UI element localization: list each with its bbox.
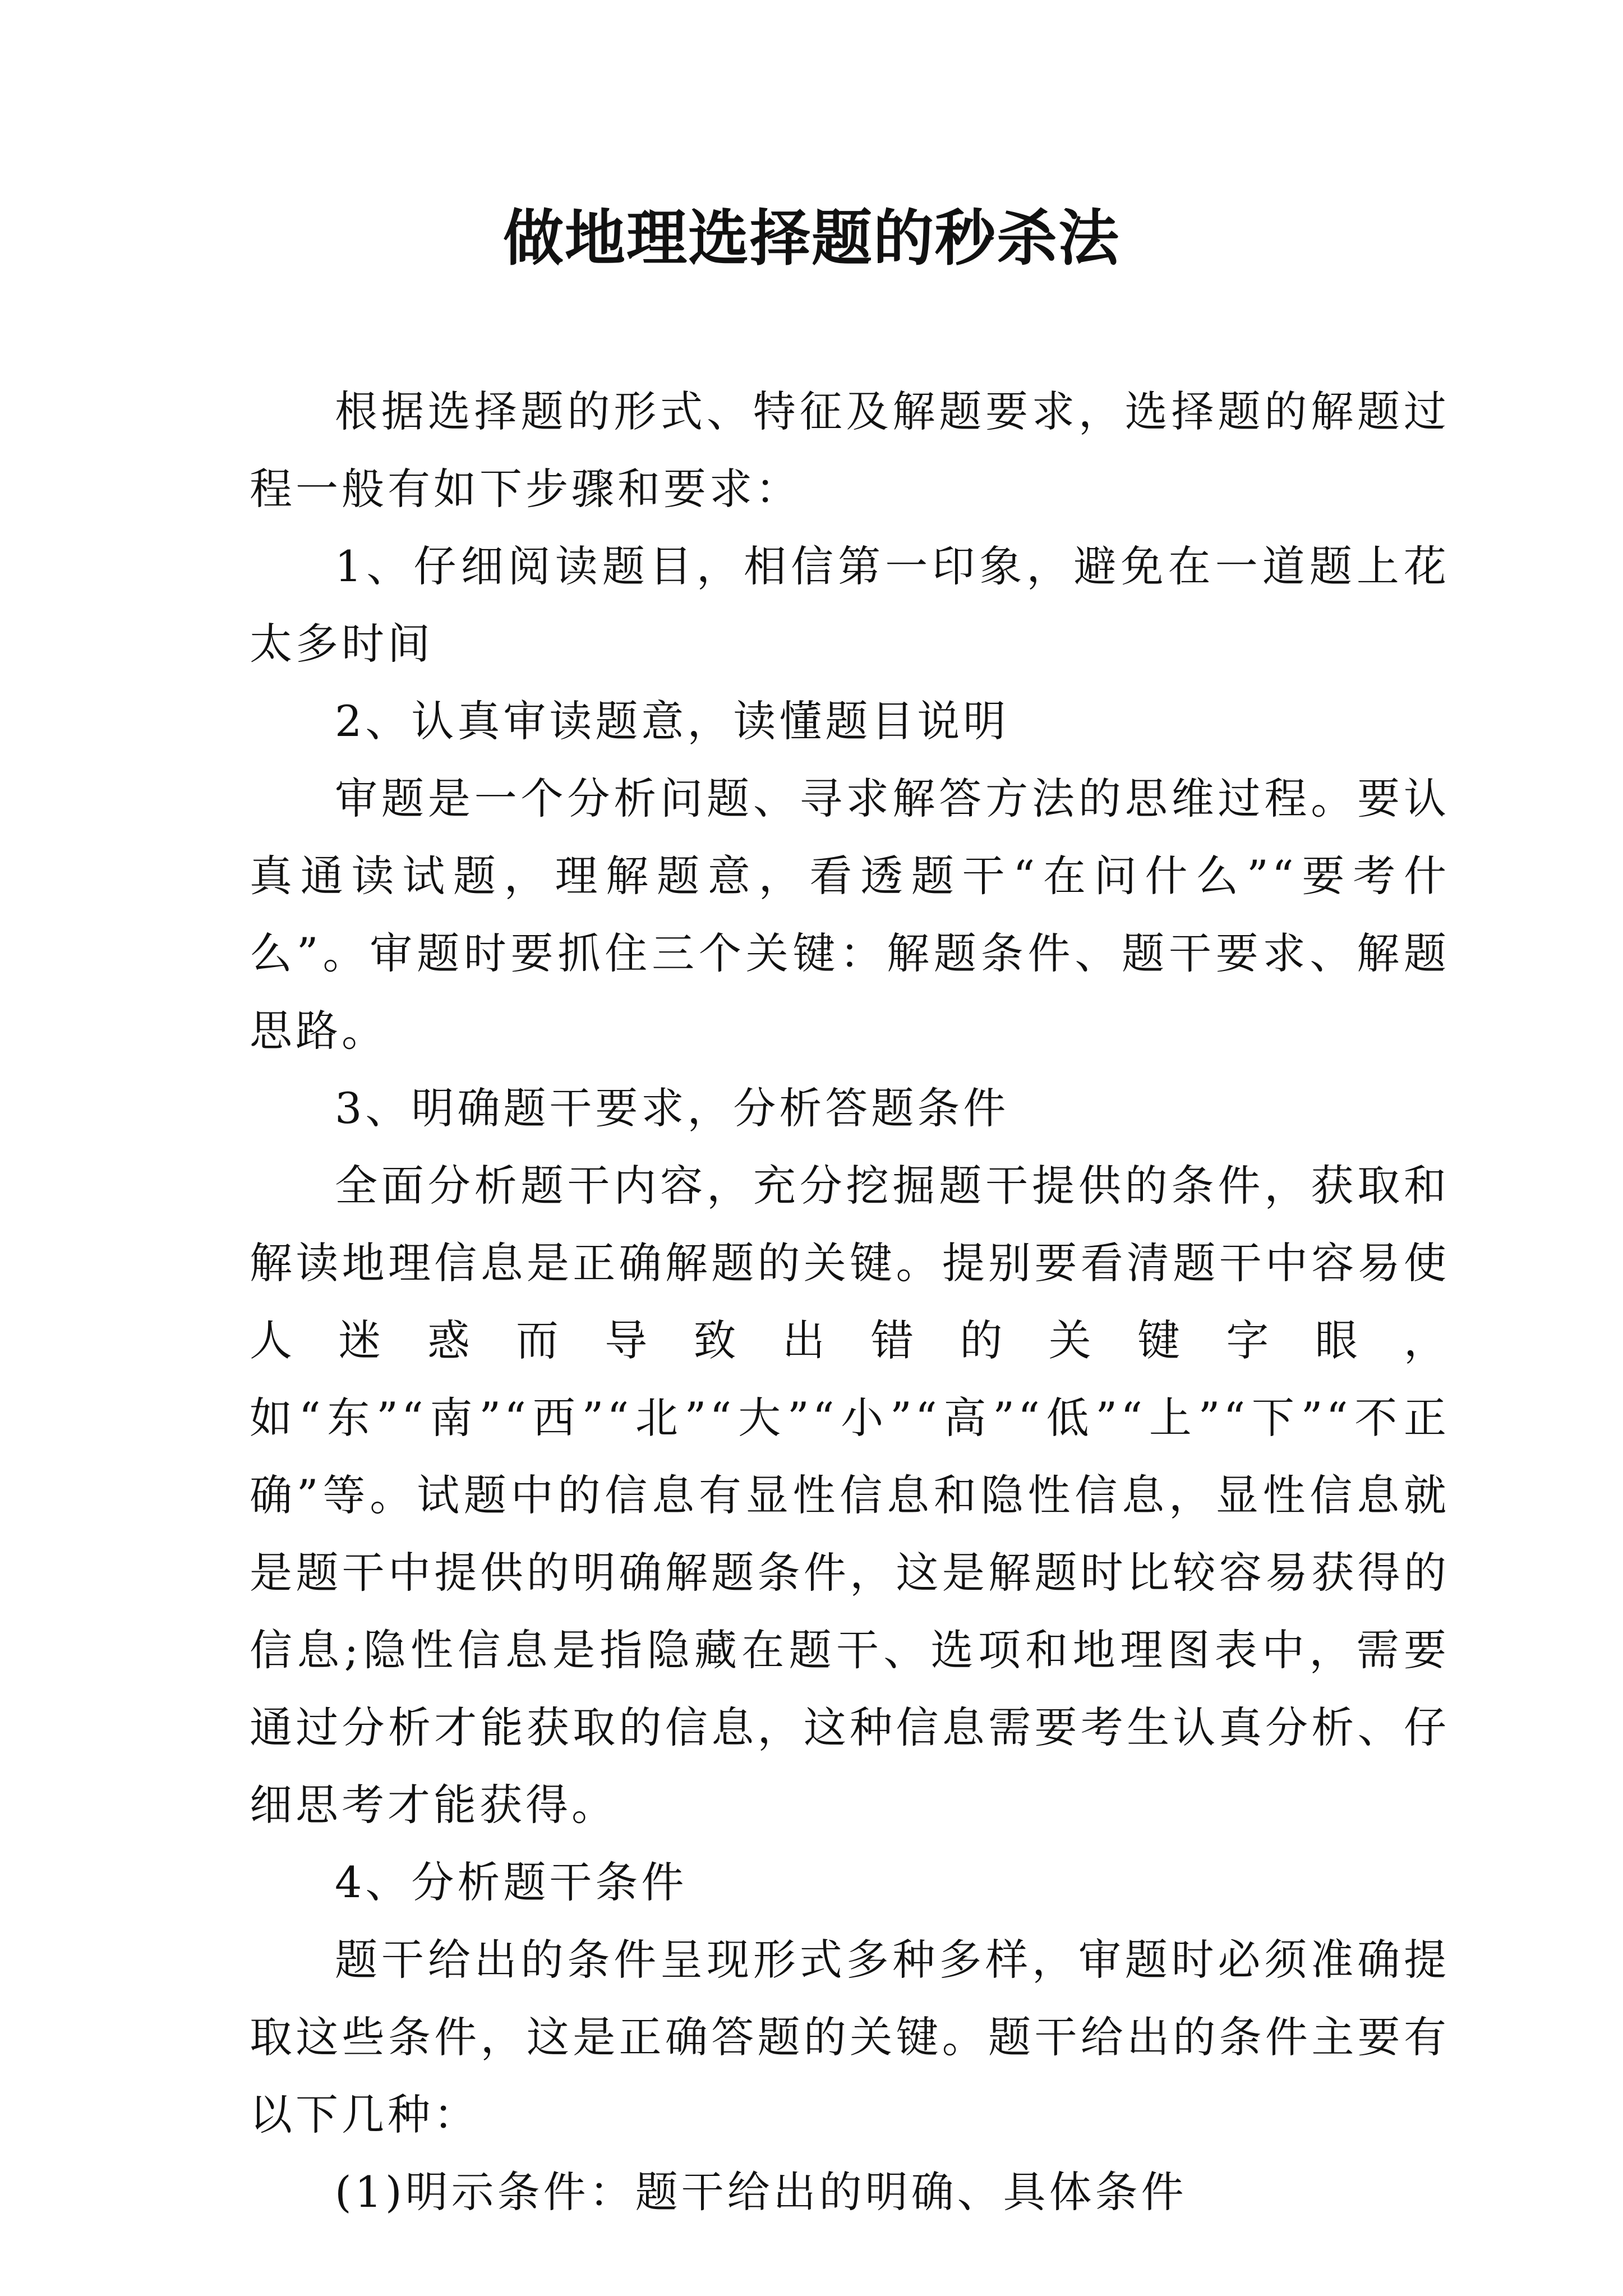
paragraph-step-3-detail: 全面分析题干内容，充分挖掘题干提供的条件，获取和解读地理信息是正确解题的关键。提别要看清题干中容易使人迷惑而导致出错的关键字眼，如“东”“南”“西”“北”“大”“小”“高”“低”“上”“下”“不正确”等。试题中的信息有显性信息和隐性信息，显性信息就是题干中提供的明确解题条件，这是解题时比较容易获得的信息;隐性信息是指隐藏在题干、选项和地理图表中，需要通过分析才能获取的信息，这种信息需要考生认真分析、仔细思考才能获得。 <box>250 1161 1450 1830</box>
paragraph-step-4: 4、分析题干条件 <box>335 1857 688 1907</box>
paragraph-step-4-detail: 题干给出的条件呈现形式多种多样，审题时必须准确提取这些条件，这是正确答题的关键。题干给出的条件主要有以下几种： <box>250 1935 1450 2139</box>
paragraph-step-2: 2、认真审读题意，读懂题目说明 <box>335 696 1009 746</box>
paragraph-step-1: 1、仔细阅读题目，相信第一印象，避免在一道题上花太多时间 <box>250 541 1450 669</box>
document-body <box>250 373 1450 2231</box>
paragraph-step-3: 3、明确题干要求，分析答题条件 <box>335 1083 1009 1133</box>
paragraph-condition-1: (1)明示条件：题干给出的明确、具体条件 <box>335 2167 1187 2217</box>
page-title: 做地理选择题的秒杀法 <box>502 203 1120 274</box>
paragraph-intro: 根据选择题的形式、特征及解题要求，选择题的解题过程一般有如下步骤和要求： <box>250 386 1450 514</box>
paragraph-step-2-detail: 审题是一个分析问题、寻求解答方法的思维过程。要认真通读试题，理解题意，看透题干“在问什么”“要考什么”。审题时要抓住三个关键：解题条件、题干要求、解题思路。 <box>250 774 1450 1056</box>
